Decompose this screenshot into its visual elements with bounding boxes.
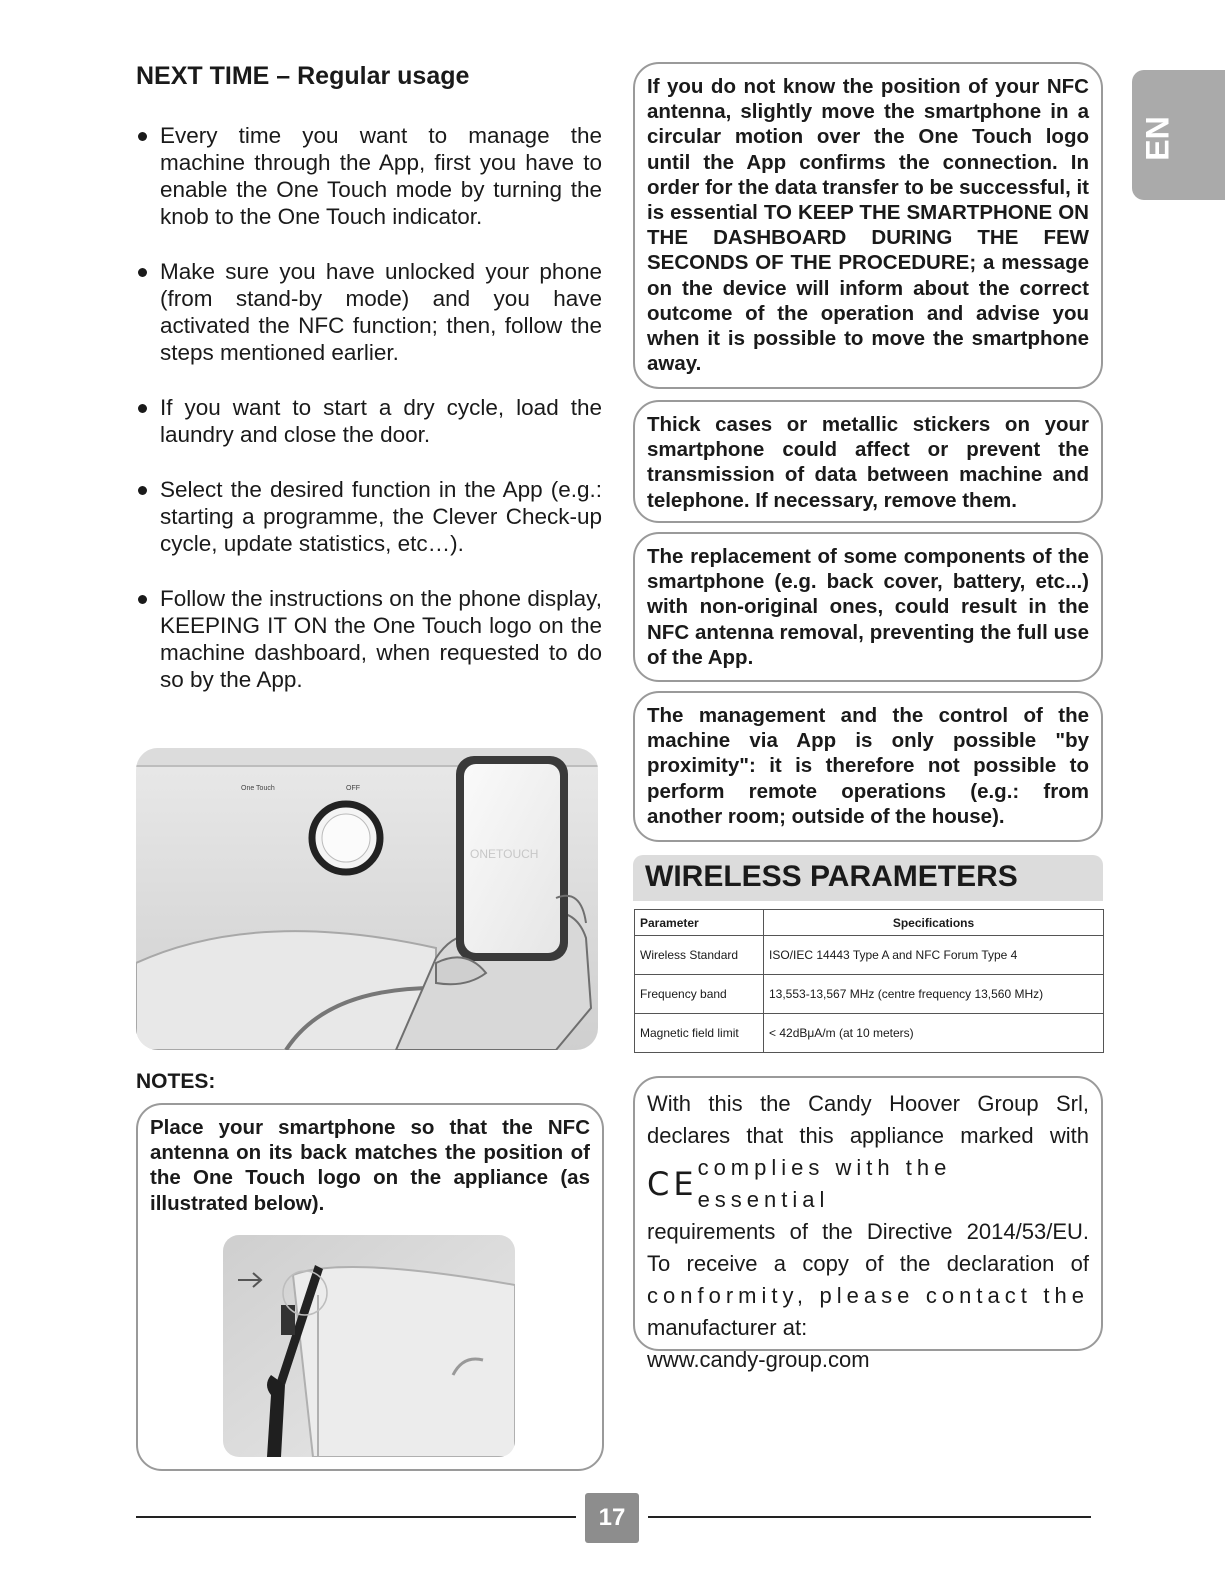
page-number: 17 — [585, 1493, 639, 1543]
footer-rule-left — [136, 1516, 576, 1518]
info-box-components-warning: The replacement of some components of the smartphone (e.g. back cover, battery, etc...) with non-original ones, could result in the NFC antenna removal, preventing the full use of the App. — [633, 532, 1103, 682]
manufacturer-website: www.candy-group.com — [647, 1347, 870, 1372]
onetouch-illustration — [136, 748, 598, 1050]
list-item: Make sure you have unlocked your phone (from stand-by mode) and you have activated the NFC function; then, follow the steps mentioned earlier. — [136, 258, 602, 366]
section-title: NEXT TIME – Regular usage — [136, 62, 470, 90]
table-cell: Frequency band — [635, 975, 764, 1014]
instructions-list — [136, 122, 602, 721]
table-row — [635, 936, 1104, 975]
list-item: Every time you want to manage the machine through the App, first you have to enable the One Touch mode by turning the knob to the One Touch indicator. — [136, 122, 602, 230]
table-cell: Wireless Standard — [635, 936, 764, 975]
declaration-text: With this the Candy Hoover Group Srl, declares that this appliance marked with CE complies with the essential requirements of the Directive 2014/53/EU. To receive a copy of the declaration of conformity, please contact the manufacturer at: www.candy-group.com — [647, 1088, 1089, 1376]
column-header-parameter: Parameter — [635, 910, 764, 936]
table-cell: 13,553-13,567 MHz (centre frequency 13,560 MHz) — [764, 975, 1104, 1014]
knob-label-onetouch: One Touch — [241, 785, 275, 792]
bullet-icon — [138, 595, 147, 604]
bullet-icon — [138, 132, 147, 141]
info-box-nfc-position: If you do not know the position of your NFC antenna, slightly move the smartphone in a circular motion over the One Touch logo until the App confirms the connection. In order for the data transfer to be successful, it is essential TO KEEP THE SMARTPHONE ON THE DASHBOARD DURING THE FEW SECONDS OF THE PROCEDURE; a message on the device will inform about the correct outcome of the operation and advise you when it is possible to move the smartphone away. — [633, 62, 1103, 389]
bullet-icon — [138, 404, 147, 413]
list-item: Select the desired function in the App (e.g.: starting a programme, the Clever Check-up cycle, update statistics, etc…). — [136, 476, 602, 557]
table-cell: Magnetic field limit — [635, 1014, 764, 1053]
column-header-specifications: Specifications — [764, 910, 1104, 936]
info-box-cases-warning: Thick cases or metallic stickers on your smartphone could affect or prevent the transmission of data between machine and telephone. If necessary, remove them. — [633, 400, 1103, 523]
info-box-proximity-note: The management and the control of the machine via App is only possible "by proximity": it is therefore not possible to perform remote operations (e.g.: from another room; outside of the house). — [633, 691, 1103, 842]
language-tab-label: EN — [1139, 116, 1176, 161]
table-row — [635, 975, 1104, 1014]
footer-rule-right — [648, 1516, 1091, 1518]
list-item: If you want to start a dry cycle, load the laundry and close the door. — [136, 394, 602, 448]
notes-text: Place your smartphone so that the NFC antenna on its back matches the position of the One Touch logo on the appliance (as illustrated below). — [150, 1116, 590, 1215]
table-cell: < 42dBμA/m (at 10 meters) — [764, 1014, 1104, 1053]
list-item: Follow the instructions on the phone display, KEEPING IT ON the One Touch logo on the machine dashboard, when requested to do so by the App. — [136, 585, 602, 693]
bullet-icon — [138, 268, 147, 277]
table-cell: ISO/IEC 14443 Type A and NFC Forum Type 4 — [764, 936, 1104, 975]
declaration-box — [633, 1076, 1103, 1372]
table-header-row — [635, 910, 1104, 936]
bullet-icon — [138, 486, 147, 495]
notes-heading: NOTES: — [136, 1070, 216, 1093]
table-row — [635, 1014, 1104, 1053]
knob-label-off: OFF — [346, 785, 360, 792]
nfc-position-photo — [223, 1235, 515, 1457]
phone-onetouch-logo: ONETOUCH — [470, 847, 539, 861]
wireless-parameters-table — [634, 909, 1104, 1053]
ce-mark-icon: CE — [647, 1165, 698, 1203]
wireless-parameters-title: WIRELESS PARAMETERS — [645, 860, 1018, 893]
